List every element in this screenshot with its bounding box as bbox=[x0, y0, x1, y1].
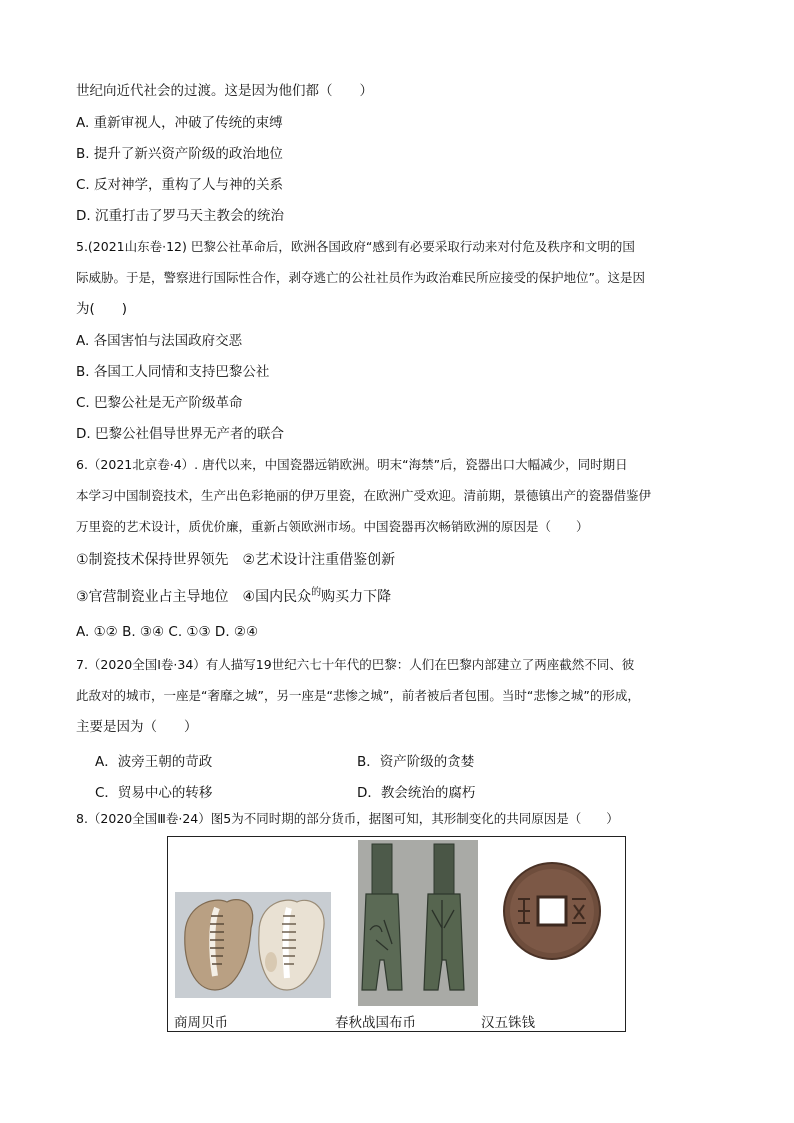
currency-figure bbox=[167, 836, 626, 1032]
q6-statements-1-2: ①制瓷技术保持世界领先 ②艺术设计注重借鉴创新 bbox=[76, 552, 396, 568]
wuzhu-coin-image bbox=[502, 861, 602, 961]
caption-shell-money: 商周贝币 bbox=[174, 1015, 228, 1031]
q4-option-a: A. 重新审视人，冲破了传统的束缚 bbox=[76, 115, 283, 131]
q4-option-b: B. 提升了新兴资产阶级的政治地位 bbox=[76, 146, 283, 162]
q7-option-c: C．贸易中心的转移 bbox=[95, 785, 213, 801]
spade-money-image bbox=[358, 840, 478, 1006]
q4-stem-tail: 世纪向近代社会的过渡。这是因为他们都（ ） bbox=[76, 83, 373, 99]
q5-option-a: A. 各国害怕与法国政府交恶 bbox=[76, 333, 243, 349]
q6-superscript-de: 的 bbox=[311, 587, 322, 598]
q5-stem-line2: 际威胁。于是，警察进行国际性合作，剥夺逃亡的公社社员作为政治难民所应接受的保护地位”。这是因 bbox=[76, 270, 645, 285]
q5-option-c: C. 巴黎公社是无产阶级革命 bbox=[76, 395, 243, 411]
shell-money-image bbox=[175, 892, 331, 998]
q6-stem-line3: 万里瓷的艺术设计，质优价廉，重新占领欧洲市场。中国瓷器再次畅销欧洲的原因是（ ） bbox=[76, 519, 589, 534]
q6-statements-3-4 bbox=[76, 588, 391, 608]
q7-stem-line1: 7.（2020全国Ⅰ卷·34）有人描写19世纪六七十年代的巴黎：人们在巴黎内部建立了两座截然不同、彼 bbox=[76, 657, 635, 672]
q7-stem-line3: 主要是因为（ ） bbox=[76, 719, 198, 735]
caption-wuzhu-coin: 汉五铢钱 bbox=[481, 1015, 535, 1031]
q7-option-d: D．教会统治的腐朽 bbox=[357, 785, 476, 801]
q6-options: A. ①② B. ③④ C. ①③ D. ②④ bbox=[76, 624, 259, 640]
q5-option-b: B. 各国工人同情和支持巴黎公社 bbox=[76, 364, 270, 380]
q4-option-c: C. 反对神学，重构了人与神的关系 bbox=[76, 177, 284, 193]
q6-statement-text: ③官营制瓷业占主导地位 ④国内民众 bbox=[76, 589, 312, 605]
q6-stem-line1: 6.（2021北京卷·4）. 唐代以来，中国瓷器远销欧洲。明末“海禁”后，瓷器出口大幅减少，同时期日 bbox=[76, 457, 628, 472]
caption-spade-money: 春秋战国布币 bbox=[335, 1015, 416, 1031]
q4-option-d: D. 沉重打击了罗马天主教会的统治 bbox=[76, 208, 284, 224]
q7-option-b: B．资产阶级的贪婪 bbox=[357, 754, 475, 770]
q7-option-a: A．波旁王朝的苛政 bbox=[95, 754, 213, 770]
q6-stem-line2: 本学习中国制瓷技术，生产出色彩艳丽的伊万里瓷，在欧洲广受欢迎。清前期，景德镇出产的瓷器借鉴伊 bbox=[76, 488, 652, 503]
q5-option-d: D. 巴黎公社倡导世界无产者的联合 bbox=[76, 426, 284, 442]
q8-stem: 8.（2020全国Ⅲ卷·24）图5为不同时期的部分货币，据图可知，其形制变化的共同原因是（ ） bbox=[76, 811, 619, 826]
q5-stem-line1: 5.(2021山东卷·12) 巴黎公社革命后，欧洲各国政府“感到有必要采取行动来对付危及秩序和文明的国 bbox=[76, 239, 635, 254]
q5-stem-line3: 为( ) bbox=[76, 301, 128, 317]
q6-statement-tail: 购买力下降 bbox=[321, 589, 392, 605]
q7-stem-line2: 此敌对的城市，一座是“奢靡之城”，另一座是“悲惨之城”，前者被后者包围。当时“悲惨之城”的形成， bbox=[76, 688, 640, 703]
